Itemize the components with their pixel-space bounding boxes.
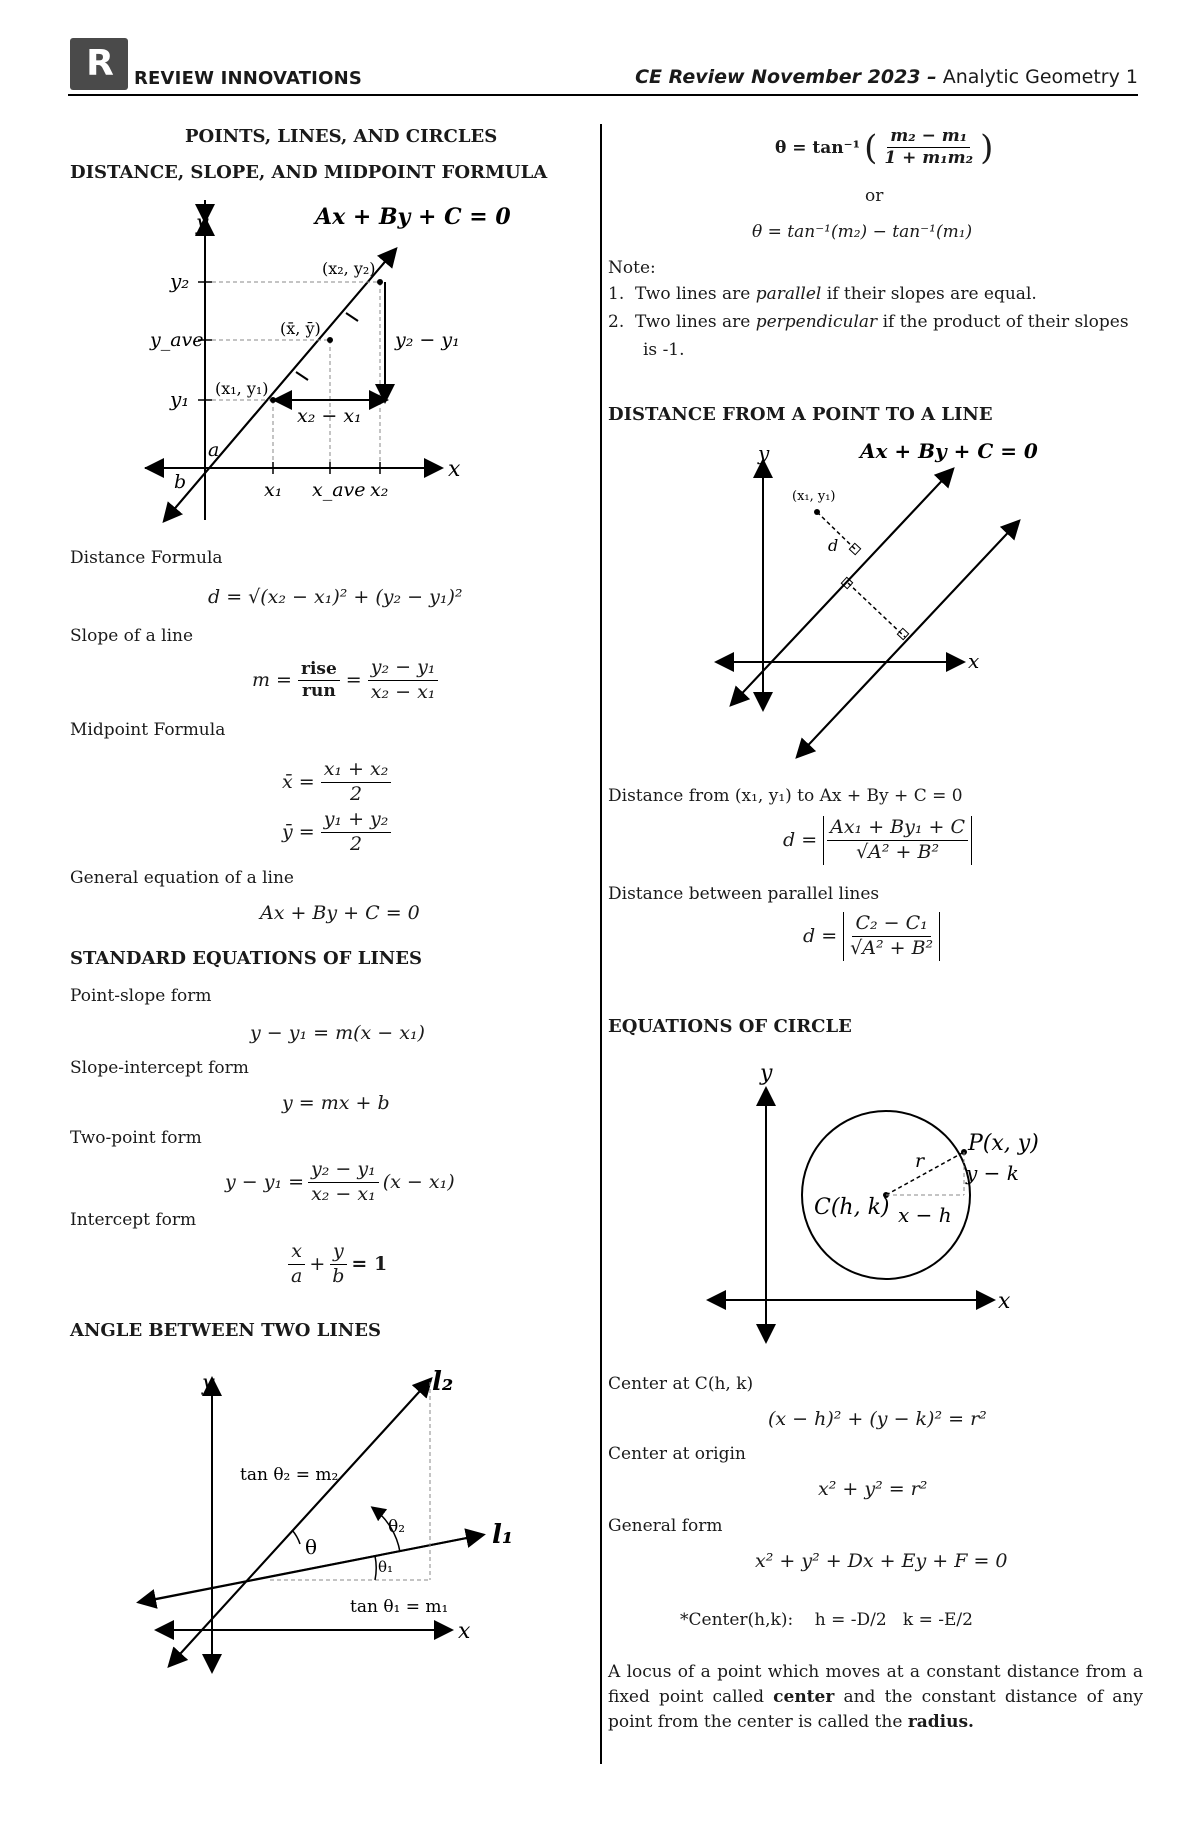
fig4-y-label: y bbox=[760, 1061, 773, 1086]
fig1-run-label: x₂ − x₁ bbox=[297, 405, 362, 427]
fig1-y2: y₂ bbox=[170, 269, 190, 293]
intercept-form-formula: $\frac{x}{a}$ + $\frac{y}{b}$ = 1 bbox=[288, 1240, 387, 1289]
section-title-standard-equations: STANDARD EQUATIONS OF LINES bbox=[70, 948, 422, 969]
note-1: 1. Two lines are parallel if their slopes are equal. bbox=[608, 284, 1037, 304]
center-note: *Center(h,k): h = -D/2 k = -E/2 bbox=[680, 1610, 973, 1630]
distance-point-line-label: Distance from (x₁, y₁) to Ax + By + C = 0 bbox=[608, 786, 963, 806]
header-rule bbox=[68, 94, 1138, 96]
distance-point-line-formula: d = $\frac{\text{Ax₁ + By₁ + C}}{\text{√A² + B²}}$ bbox=[783, 816, 972, 865]
angle-between-lines-figure bbox=[130, 1360, 514, 1680]
fig4-center-c: C(h, k) bbox=[814, 1195, 890, 1220]
midpoint-label: Midpoint Formula bbox=[70, 720, 226, 740]
center-hk-formula: (x − h)² + (y − k)² = r² bbox=[768, 1408, 987, 1430]
distance-point-line-figure bbox=[700, 440, 1040, 770]
distance-parallel-formula: d = $\frac{\text{C₂ − C₁}}{\text{√A² + B²}}$ bbox=[803, 912, 940, 961]
distance-formula: d = √(x₂ − x₁)² + (y₂ − y₁)² bbox=[208, 586, 463, 608]
note-2: 2. Two lines are perpendicular if the product of their slopes bbox=[608, 312, 1129, 332]
distance-parallel-label: Distance between parallel lines bbox=[608, 884, 880, 904]
brand-name: REVIEW INNOVATIONS bbox=[134, 68, 362, 89]
slope-intercept-formula: y = mx + b bbox=[282, 1092, 390, 1114]
center-hk-label: Center at C(h, k) bbox=[608, 1374, 754, 1394]
distance-formula-label: Distance Formula bbox=[70, 548, 223, 568]
fig1-x1: x₁ bbox=[264, 479, 283, 501]
fig2-tan2: tan θ₂ = m₂ bbox=[240, 1465, 339, 1485]
fig1-x2: x₂ bbox=[370, 479, 389, 501]
fig1-b: b bbox=[174, 471, 187, 493]
logo-letter: R bbox=[86, 43, 112, 84]
fig1-x-label: x bbox=[448, 457, 461, 482]
fig4-y-minus-k: y − k bbox=[966, 1161, 1019, 1185]
fig4-r: r bbox=[915, 1150, 925, 1172]
fig1-point1: (x₁, y₁) bbox=[215, 379, 269, 398]
two-point-label: Two-point form bbox=[70, 1128, 202, 1148]
fig3-point: (x₁, y₁) bbox=[792, 489, 836, 504]
angle-formula: θ = tan⁻¹ ( $\frac{\text{m₂ − m₁}}{\text{1 + m₁m₂}}$ ) bbox=[775, 126, 994, 169]
fig1-midpoint: (x̄, ȳ) bbox=[280, 319, 321, 338]
circle-figure bbox=[700, 1050, 1040, 1350]
point-slope-formula: y − y₁ = m(x − x₁) bbox=[250, 1022, 425, 1044]
fig1-y1: y₁ bbox=[170, 387, 190, 411]
midpoint-x-formula: x̄ = $\frac{\text{x₁ + x₂}}{2}$ bbox=[282, 758, 391, 807]
fig2-l2-label: l₂ bbox=[432, 1367, 454, 1397]
fig2-y-label: y bbox=[202, 1371, 215, 1396]
fig1-point2: (x₂, y₂) bbox=[322, 259, 376, 278]
slope-intercept-label: Slope-intercept form bbox=[70, 1058, 249, 1078]
center-origin-label: Center at origin bbox=[608, 1444, 746, 1464]
fig2-x-label: x bbox=[458, 1619, 471, 1644]
fig3-d: d bbox=[828, 536, 839, 555]
locus-definition: A locus of a point which moves at a constant distance from a fixed point called center and the constant distance of any point from the center is called the radius. bbox=[608, 1662, 1143, 1732]
fig2-theta2: θ₂ bbox=[388, 1517, 406, 1537]
point-slope-label: Point-slope form bbox=[70, 986, 212, 1006]
column-separator bbox=[600, 124, 602, 1764]
fig1-yave: y_ave bbox=[150, 329, 204, 351]
fig1-y-label: y bbox=[196, 211, 209, 236]
or-label: or bbox=[865, 186, 884, 206]
fig3-equation: Ax + By + C = 0 bbox=[860, 439, 1038, 463]
fig4-x-label: x bbox=[998, 1289, 1011, 1314]
general-equation: Ax + By + C = 0 bbox=[260, 902, 420, 924]
general-form-formula: x² + y² + Dx + Ey + F = 0 bbox=[755, 1550, 1008, 1572]
fig1-xave: x_ave bbox=[312, 479, 366, 501]
midpoint-y-formula: ȳ = $\frac{\text{y₁ + y₂}}{2}$ bbox=[282, 808, 391, 857]
section-title-distance-slope: DISTANCE, SLOPE, AND MIDPOINT FORMULA bbox=[70, 162, 548, 183]
section-title-angle: ANGLE BETWEEN TWO LINES bbox=[70, 1320, 381, 1341]
fig2-tan1: tan θ₁ = m₁ bbox=[350, 1597, 449, 1617]
fig1-a: a bbox=[208, 439, 220, 461]
fig4-x-minus-h: x − h bbox=[898, 1203, 952, 1227]
fig3-y-label: y bbox=[758, 441, 770, 465]
note-2-cont: is -1. bbox=[643, 340, 685, 360]
fig4-point-p: P(x, y) bbox=[968, 1131, 1039, 1156]
course-title-topic: Analytic Geometry 1 bbox=[942, 66, 1138, 88]
section-title-points-lines: POINTS, LINES, AND CIRCLES bbox=[185, 126, 498, 147]
fig2-theta: θ bbox=[305, 1535, 318, 1559]
fig2-theta1: θ₁ bbox=[378, 1558, 394, 1576]
course-title-bold: CE Review November 2023 – bbox=[635, 66, 937, 88]
logo bbox=[70, 38, 128, 90]
two-point-formula: y − y₁ = $\frac{\text{y₂ − y₁}}{\text{x₂ − x₁}}$ (x − x₁) bbox=[225, 1158, 455, 1205]
intercept-form-label: Intercept form bbox=[70, 1210, 197, 1230]
fig3-x-label: x bbox=[968, 649, 980, 673]
course-title bbox=[635, 66, 1138, 88]
slope-label: Slope of a line bbox=[70, 626, 194, 646]
fig2-l1-label: l₁ bbox=[492, 1520, 514, 1550]
fig1-rise-label: y₂ − y₁ bbox=[395, 329, 460, 351]
general-form-label: General form bbox=[608, 1516, 723, 1536]
distance-slope-figure bbox=[140, 200, 511, 530]
section-title-circle: EQUATIONS OF CIRCLE bbox=[608, 1016, 852, 1037]
note-label: Note: bbox=[608, 258, 656, 278]
slope-formula: m = $\frac{\text{rise}}{\text{run}}$ = $\frac{\text{y₂ − y₁}}{\text{x₂ − x₁}}$ bbox=[252, 656, 438, 705]
section-title-distance-point-line: DISTANCE FROM A POINT TO A LINE bbox=[608, 404, 993, 425]
angle-formula-alt: θ = tan⁻¹(m₂) − tan⁻¹(m₁) bbox=[752, 222, 973, 242]
fig1-equation: Ax + By + C = 0 bbox=[315, 204, 511, 230]
general-equation-label: General equation of a line bbox=[70, 868, 294, 888]
center-origin-formula: x² + y² = r² bbox=[818, 1478, 928, 1500]
